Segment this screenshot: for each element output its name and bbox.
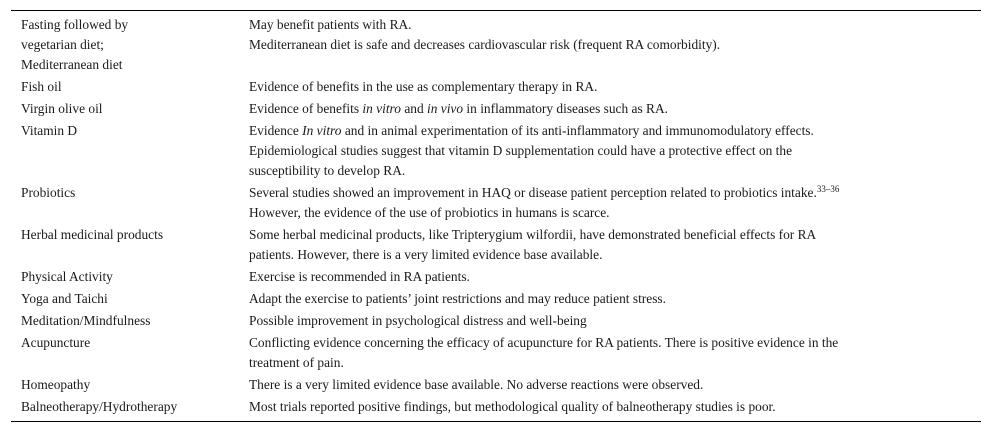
therapy-description-cell (249, 267, 981, 287)
italic-term: In vitro (302, 123, 342, 138)
italic-term: in vitro (362, 101, 401, 116)
therapy-name-cell (11, 333, 249, 353)
therapy-name-cell (11, 121, 249, 141)
description-text: Several studies showed an improvement in HAQ or disease patient perception related to probiotics intake. (249, 185, 817, 200)
therapy-description: Adapt the exercise to patients’ joint restrictions and may reduce patient stress. (249, 291, 666, 306)
table-row (11, 267, 981, 289)
therapy-name: Balneotherapy/Hydrotherapy (21, 399, 178, 414)
therapy-description (249, 121, 969, 141)
therapy-description-cell (249, 99, 981, 119)
therapy-description-cell (249, 121, 981, 181)
therapy-name-cell (11, 99, 249, 119)
therapy-name: Probiotics (21, 185, 76, 200)
therapy-description-cell (249, 15, 981, 55)
description-text: in inflammatory diseases such as RA. (463, 101, 668, 116)
description-text: Evidence of benefits (249, 101, 363, 116)
table-row (11, 77, 981, 99)
table-row (11, 99, 981, 121)
description-text: and (400, 101, 427, 116)
table-row (11, 15, 981, 77)
therapy-name: Virgin olive oil (21, 101, 103, 116)
therapy-description: Evidence of benefits in the use as complementary therapy in RA. (249, 79, 598, 94)
therapy-description: However, the evidence of the use of probiotics in humans is scarce. (249, 205, 610, 220)
table-row (11, 375, 981, 397)
therapy-name: Fasting followed by (21, 17, 129, 32)
table-row (11, 397, 981, 419)
therapy-description: Possible improvement in psychological distress and well-being (249, 313, 587, 328)
therapy-description: susceptibility to develop RA. (249, 163, 406, 178)
table-row (11, 333, 981, 375)
therapy-description-cell (249, 311, 981, 331)
table-row (11, 311, 981, 333)
table-row (11, 289, 981, 311)
therapy-description-cell (249, 397, 981, 417)
therapy-name: Homeopathy (21, 377, 91, 392)
therapy-name: vegetarian diet; (21, 37, 104, 52)
therapy-name: Yoga and Taichi (21, 291, 108, 306)
therapy-description: Some herbal medicinal products, like Tripterygium wilfordii, have demonstrated beneficial effects for RA (249, 227, 817, 242)
therapy-description: Conflicting evidence concerning the efficacy of acupuncture for RA patients. There is positive evidence in the (249, 335, 839, 350)
therapy-description (249, 183, 969, 203)
therapy-description: There is a very limited evidence base available. No adverse reactions were observed. (249, 377, 704, 392)
therapy-name: Acupuncture (21, 335, 91, 350)
description-text: Evidence (249, 123, 303, 138)
reference-superscript: 33–36 (816, 184, 840, 194)
therapy-name: Fish oil (21, 79, 62, 94)
description-text: and in animal experimentation of its anti-inflammatory and immunomodulatory effects. (341, 123, 814, 138)
therapy-name: Herbal medicinal products (21, 227, 164, 242)
table-row (11, 121, 981, 183)
therapy-description: Most trials reported positive findings, but methodological quality of balneotherapy studies is poor. (249, 399, 776, 414)
therapy-description: Exercise is recommended in RA patients. (249, 269, 470, 284)
therapy-name: Vitamin D (21, 123, 78, 138)
therapy-name: Meditation/Mindfulness (21, 313, 151, 328)
therapy-description-cell (249, 225, 981, 265)
therapy-name-cell (11, 77, 249, 97)
therapy-name-cell (11, 15, 249, 75)
therapy-description: Epidemiological studies suggest that vitamin D supplementation could have a protective effect on the (249, 143, 793, 158)
therapy-name: Physical Activity (21, 269, 113, 284)
therapy-description: patients. However, there is a very limited evidence base available. (249, 247, 603, 262)
therapy-name-cell (11, 267, 249, 287)
therapy-name: Mediterranean diet (21, 57, 123, 72)
therapy-name-cell (11, 225, 249, 245)
italic-term: in vivo (427, 101, 464, 116)
therapy-name-cell (11, 311, 249, 331)
therapy-description: treatment of pain. (249, 355, 344, 370)
therapy-name-cell (11, 183, 249, 203)
table-row (11, 183, 981, 225)
therapy-name-cell (11, 397, 249, 417)
table-row (11, 225, 981, 267)
therapy-description (249, 99, 969, 119)
therapy-description-cell (249, 77, 981, 97)
therapy-description-cell (249, 375, 981, 395)
therapy-description-cell (249, 333, 981, 373)
therapy-description: May benefit patients with RA. (249, 17, 412, 32)
therapies-table (11, 10, 981, 422)
therapy-description: Mediterranean diet is safe and decreases cardiovascular risk (frequent RA comorbidity). (249, 37, 721, 52)
therapy-name-cell (11, 289, 249, 309)
therapy-name-cell (11, 375, 249, 395)
therapy-description-cell (249, 289, 981, 309)
therapy-description-cell (249, 183, 981, 223)
